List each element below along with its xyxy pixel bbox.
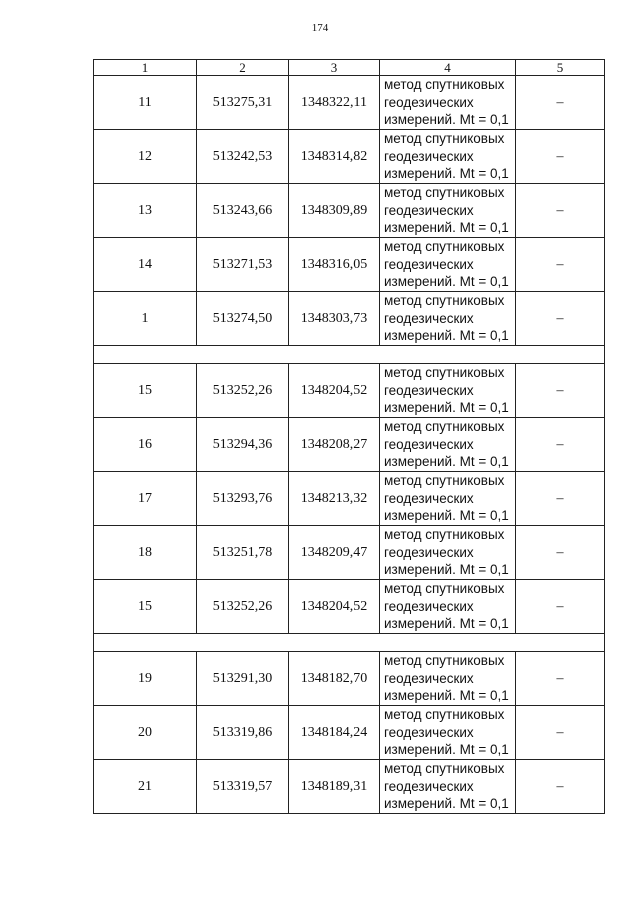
method-text-line: метод спутниковых <box>384 761 505 777</box>
table-row <box>94 238 605 292</box>
note-dash-cell: – <box>516 418 605 472</box>
method-text-line: метод спутниковых <box>384 185 505 201</box>
coordinate-x-cell: 513293,76 <box>197 472 289 526</box>
method-cell <box>380 760 516 814</box>
coordinate-y-cell: 1348208,27 <box>289 418 380 472</box>
note-dash-cell: – <box>516 292 605 346</box>
method-text-line: геодезических <box>384 490 474 506</box>
table-row <box>94 76 605 130</box>
method-text-line: измерений. Mt = 0,1 <box>384 274 509 290</box>
method-text-line: метод спутниковых <box>384 581 505 597</box>
method-text-line: измерений. Mt = 0,1 <box>384 616 509 632</box>
method-text-line: измерений. Mt = 0,1 <box>384 112 509 128</box>
header-col-4: 4 <box>380 60 516 76</box>
method-text-line: измерений. Mt = 0,1 <box>384 742 509 758</box>
method-cell <box>380 652 516 706</box>
group-separator-row <box>94 634 605 652</box>
coordinate-y-cell: 1348182,70 <box>289 652 380 706</box>
coordinate-x-cell: 513271,53 <box>197 238 289 292</box>
method-text-line: метод спутниковых <box>384 131 505 147</box>
note-dash-cell: – <box>516 364 605 418</box>
header-col-3: 3 <box>289 60 380 76</box>
note-dash-cell: – <box>516 580 605 634</box>
method-text-line: метод спутниковых <box>384 473 505 489</box>
method-text-line: геодезических <box>384 256 474 272</box>
table-row <box>94 760 605 814</box>
method-text-line: геодезических <box>384 544 474 560</box>
method-text-line: измерений. Mt = 0,1 <box>384 562 509 578</box>
method-cell <box>380 184 516 238</box>
note-dash-cell: – <box>516 760 605 814</box>
method-cell <box>380 364 516 418</box>
note-dash-cell: – <box>516 706 605 760</box>
note-dash-cell: – <box>516 526 605 580</box>
method-text-line: геодезических <box>384 382 474 398</box>
method-text-line: геодезических <box>384 598 474 614</box>
point-number-cell: 15 <box>94 580 197 634</box>
coordinate-x-cell: 513242,53 <box>197 130 289 184</box>
coordinate-x-cell: 513274,50 <box>197 292 289 346</box>
method-text-line: метод спутниковых <box>384 239 505 255</box>
table-row <box>94 418 605 472</box>
coordinate-y-cell: 1348209,47 <box>289 526 380 580</box>
coordinate-x-cell: 513319,57 <box>197 760 289 814</box>
method-text-line: измерений. Mt = 0,1 <box>384 688 509 704</box>
method-text-line: геодезических <box>384 310 474 326</box>
method-text-line: геодезических <box>384 436 474 452</box>
table-row <box>94 472 605 526</box>
header-col-5: 5 <box>516 60 605 76</box>
coordinate-y-cell: 1348204,52 <box>289 580 380 634</box>
coordinate-y-cell: 1348189,31 <box>289 760 380 814</box>
coordinate-y-cell: 1348316,05 <box>289 238 380 292</box>
header-col-2: 2 <box>197 60 289 76</box>
method-text-line: метод спутниковых <box>384 653 505 669</box>
method-text-line: метод спутниковых <box>384 707 505 723</box>
coordinate-x-cell: 513251,78 <box>197 526 289 580</box>
method-text-line: измерений. Mt = 0,1 <box>384 400 509 416</box>
point-number-cell: 20 <box>94 706 197 760</box>
method-text-line: метод спутниковых <box>384 293 505 309</box>
method-text-line: измерений. Mt = 0,1 <box>384 508 509 524</box>
method-text-line: измерений. Mt = 0,1 <box>384 454 509 470</box>
note-dash-cell: – <box>516 652 605 706</box>
coordinates-table <box>93 59 605 814</box>
method-text-line: геодезических <box>384 94 474 110</box>
table-row <box>94 184 605 238</box>
method-cell <box>380 418 516 472</box>
point-number-cell: 12 <box>94 130 197 184</box>
method-cell <box>380 706 516 760</box>
point-number-cell: 19 <box>94 652 197 706</box>
method-text-line: метод спутниковых <box>384 77 505 93</box>
group-separator-cell <box>94 346 605 364</box>
table-header-row <box>94 60 605 76</box>
method-text-line: метод спутниковых <box>384 527 505 543</box>
coordinate-x-cell: 513252,26 <box>197 364 289 418</box>
point-number-cell: 1 <box>94 292 197 346</box>
point-number-cell: 18 <box>94 526 197 580</box>
note-dash-cell: – <box>516 238 605 292</box>
table-row <box>94 652 605 706</box>
header-col-1: 1 <box>94 60 197 76</box>
point-number-cell: 13 <box>94 184 197 238</box>
note-dash-cell: – <box>516 184 605 238</box>
method-cell <box>380 76 516 130</box>
method-text-line: измерений. Mt = 0,1 <box>384 796 509 812</box>
point-number-cell: 14 <box>94 238 197 292</box>
coordinate-x-cell: 513275,31 <box>197 76 289 130</box>
table-row <box>94 130 605 184</box>
method-text-line: измерений. Mt = 0,1 <box>384 166 509 182</box>
method-text-line: измерений. Mt = 0,1 <box>384 220 509 236</box>
method-text-line: метод спутниковых <box>384 365 505 381</box>
point-number-cell: 17 <box>94 472 197 526</box>
coordinate-x-cell: 513252,26 <box>197 580 289 634</box>
point-number-cell: 11 <box>94 76 197 130</box>
coordinate-y-cell: 1348309,89 <box>289 184 380 238</box>
note-dash-cell: – <box>516 76 605 130</box>
method-text-line: геодезических <box>384 202 474 218</box>
point-number-cell: 15 <box>94 364 197 418</box>
coordinate-y-cell: 1348314,82 <box>289 130 380 184</box>
table-row <box>94 706 605 760</box>
note-dash-cell: – <box>516 472 605 526</box>
coordinate-y-cell: 1348204,52 <box>289 364 380 418</box>
point-number-cell: 21 <box>94 760 197 814</box>
point-number-cell: 16 <box>94 418 197 472</box>
method-cell <box>380 526 516 580</box>
method-cell <box>380 238 516 292</box>
coordinate-y-cell: 1348322,11 <box>289 76 380 130</box>
method-text-line: метод спутниковых <box>384 419 505 435</box>
method-cell <box>380 580 516 634</box>
table-row <box>94 292 605 346</box>
table-body <box>94 60 605 814</box>
group-separator-cell <box>94 634 605 652</box>
method-text-line: геодезических <box>384 670 474 686</box>
table-row <box>94 526 605 580</box>
coordinate-y-cell: 1348303,73 <box>289 292 380 346</box>
coordinate-x-cell: 513319,86 <box>197 706 289 760</box>
method-text-line: измерений. Mt = 0,1 <box>384 328 509 344</box>
method-cell <box>380 292 516 346</box>
coordinate-y-cell: 1348184,24 <box>289 706 380 760</box>
coordinate-y-cell: 1348213,32 <box>289 472 380 526</box>
method-text-line: геодезических <box>384 148 474 164</box>
method-cell <box>380 130 516 184</box>
group-separator-row <box>94 346 605 364</box>
table-row <box>94 580 605 634</box>
table-row <box>94 364 605 418</box>
method-text-line: геодезических <box>384 778 474 794</box>
coordinate-x-cell: 513294,36 <box>197 418 289 472</box>
coordinate-x-cell: 513243,66 <box>197 184 289 238</box>
note-dash-cell: – <box>516 130 605 184</box>
coordinate-x-cell: 513291,30 <box>197 652 289 706</box>
method-text-line: геодезических <box>384 724 474 740</box>
method-cell <box>380 472 516 526</box>
page-number: 174 <box>311 22 329 34</box>
